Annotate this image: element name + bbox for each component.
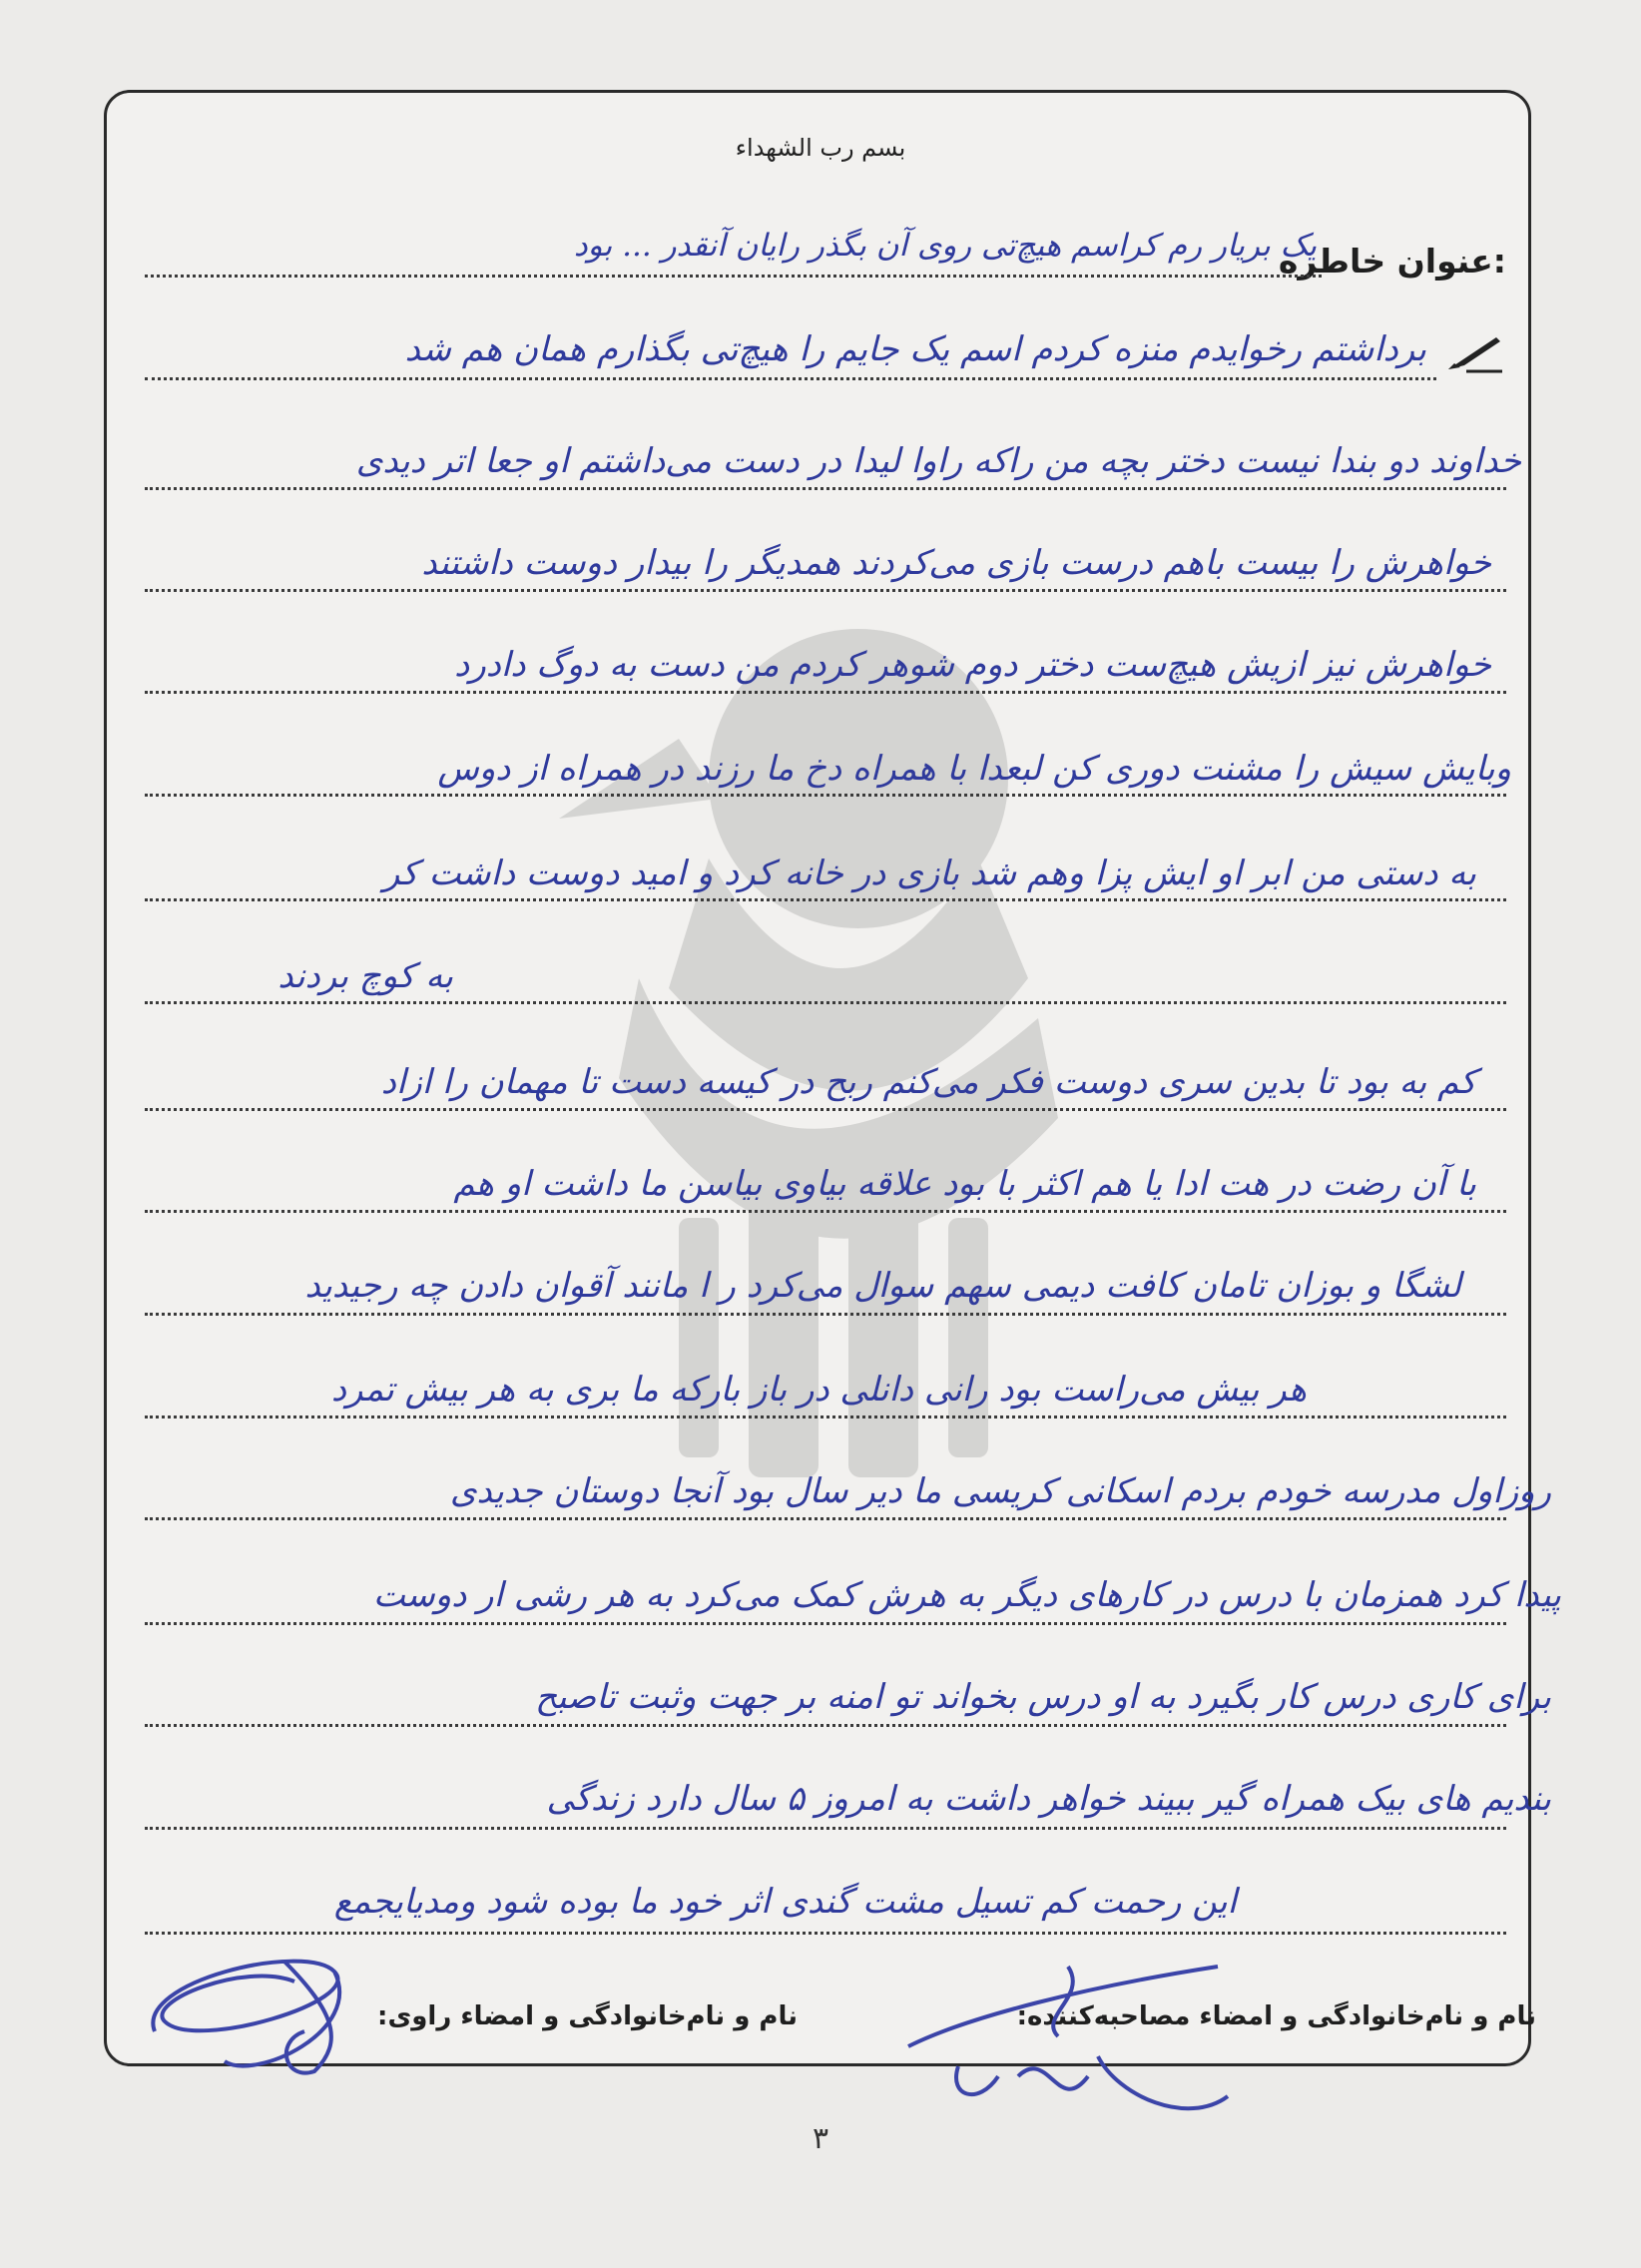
writing-line xyxy=(145,898,1506,901)
handwritten-line: خواهرش نیز ازیش هیچ‌ست دختر دوم شوهر کردم من دست به دوگ دادرد xyxy=(454,645,1491,685)
page-number: ۳ xyxy=(812,2121,829,2156)
writing-line xyxy=(145,794,1506,797)
handwritten-line: با آن رضت در هت ادا یا هم اکثر با بود علاقه بیاوی بیاسن ما داشت او هم xyxy=(453,1164,1476,1204)
writing-line xyxy=(145,487,1506,490)
writing-line xyxy=(145,1416,1506,1418)
handwritten-line: برای کاری درس کار بگیرد به او درس بخواند تو امنه بر جهت وثبت تاصبح xyxy=(535,1677,1551,1717)
writing-line xyxy=(145,275,1322,278)
narrator-signature-label: نام و نام‌خانوادگی و امضاء راوی: xyxy=(377,2001,798,2031)
handwritten-line: یک بریار رم کراسم هیچ‌تی روی آن بگذر رایان آنقدر ... بود xyxy=(573,228,1317,264)
handwritten-line: به کوچ بردند xyxy=(277,956,453,996)
handwritten-line: پیدا کرد همزمان با درس در کارهای دیگر به هرش کمک می‌کرد به هر رشی ار دوست xyxy=(372,1575,1561,1615)
handwritten-line: خواهرش را بیست باهم درست بازی می‌کردند همدیگر را بیدار دوست داشتند xyxy=(421,543,1491,583)
header-title: بسم رب الشهداء xyxy=(735,134,906,162)
writing-line xyxy=(145,1724,1506,1727)
writing-line xyxy=(145,1622,1506,1625)
writing-line xyxy=(145,1108,1506,1111)
handwritten-line: برداشتم رخوایدم منزه کردم اسم یک جایم را هیچ‌تی بگذارم همان هم شد xyxy=(404,329,1426,369)
handwritten-line: کم به بود تا بدین سری دوست فکر می‌کنم ربح در کیسه دست تا مهمان را ازاد xyxy=(380,1062,1476,1102)
writing-line xyxy=(145,1313,1506,1316)
handwritten-line: لشگا و بوزان تامان کافت دیمی سهم سوال می‌کرد ر ا مانند آقوان دادن چه رجیدید xyxy=(304,1266,1461,1306)
handwritten-line: بندیم های بیک همراه گیر ببیند خواهر داشت به امروز ۵ سال دارد زندگی xyxy=(546,1779,1551,1819)
writing-line xyxy=(145,589,1506,592)
pen-icon xyxy=(1444,335,1506,375)
handwritten-line: روزاول مدرسه خودم بردم اسکانی کریسی ما دیر سال بود آنجا دوستان جدیدی xyxy=(449,1471,1551,1511)
handwritten-line: خداوند دو بندا نیست دختر بچه من راکه راوا لیدا در دست می‌داشتم او جعا اتر دیدی xyxy=(355,441,1521,481)
handwritten-line: این رحمت کم تسیل مشت گندی اثر خود ما بوده شود ومدیایجمع xyxy=(333,1882,1237,1922)
handwritten-line: هر بیش می‌راست بود رانی دانلی در باز بارکه ما بری به هر بیش تمرد xyxy=(330,1370,1307,1410)
writing-line xyxy=(145,1210,1506,1213)
writing-line xyxy=(145,1517,1506,1520)
narrator-signature xyxy=(135,1922,374,2091)
writing-line xyxy=(145,691,1506,694)
interviewer-signature xyxy=(888,1927,1248,2126)
handwritten-line: وبایش سیش را مشنت دوری کن لبعدا با همراه دخ ما رزند در همراه از دوس xyxy=(437,749,1511,789)
writing-line xyxy=(145,1827,1506,1830)
writing-line xyxy=(145,1001,1506,1004)
handwritten-line: به دستی من ابر او ایش پزا وهم شد بازی در خانه کرد و امید دوست داشت کر xyxy=(382,853,1476,893)
interviewer-signature-label: نام و نام‌خانوادگی و امضاء مصاحبه‌کننده: xyxy=(1016,2001,1536,2031)
writing-line xyxy=(145,377,1436,380)
memory-title-label: عنوان خاطره: xyxy=(1278,242,1506,281)
